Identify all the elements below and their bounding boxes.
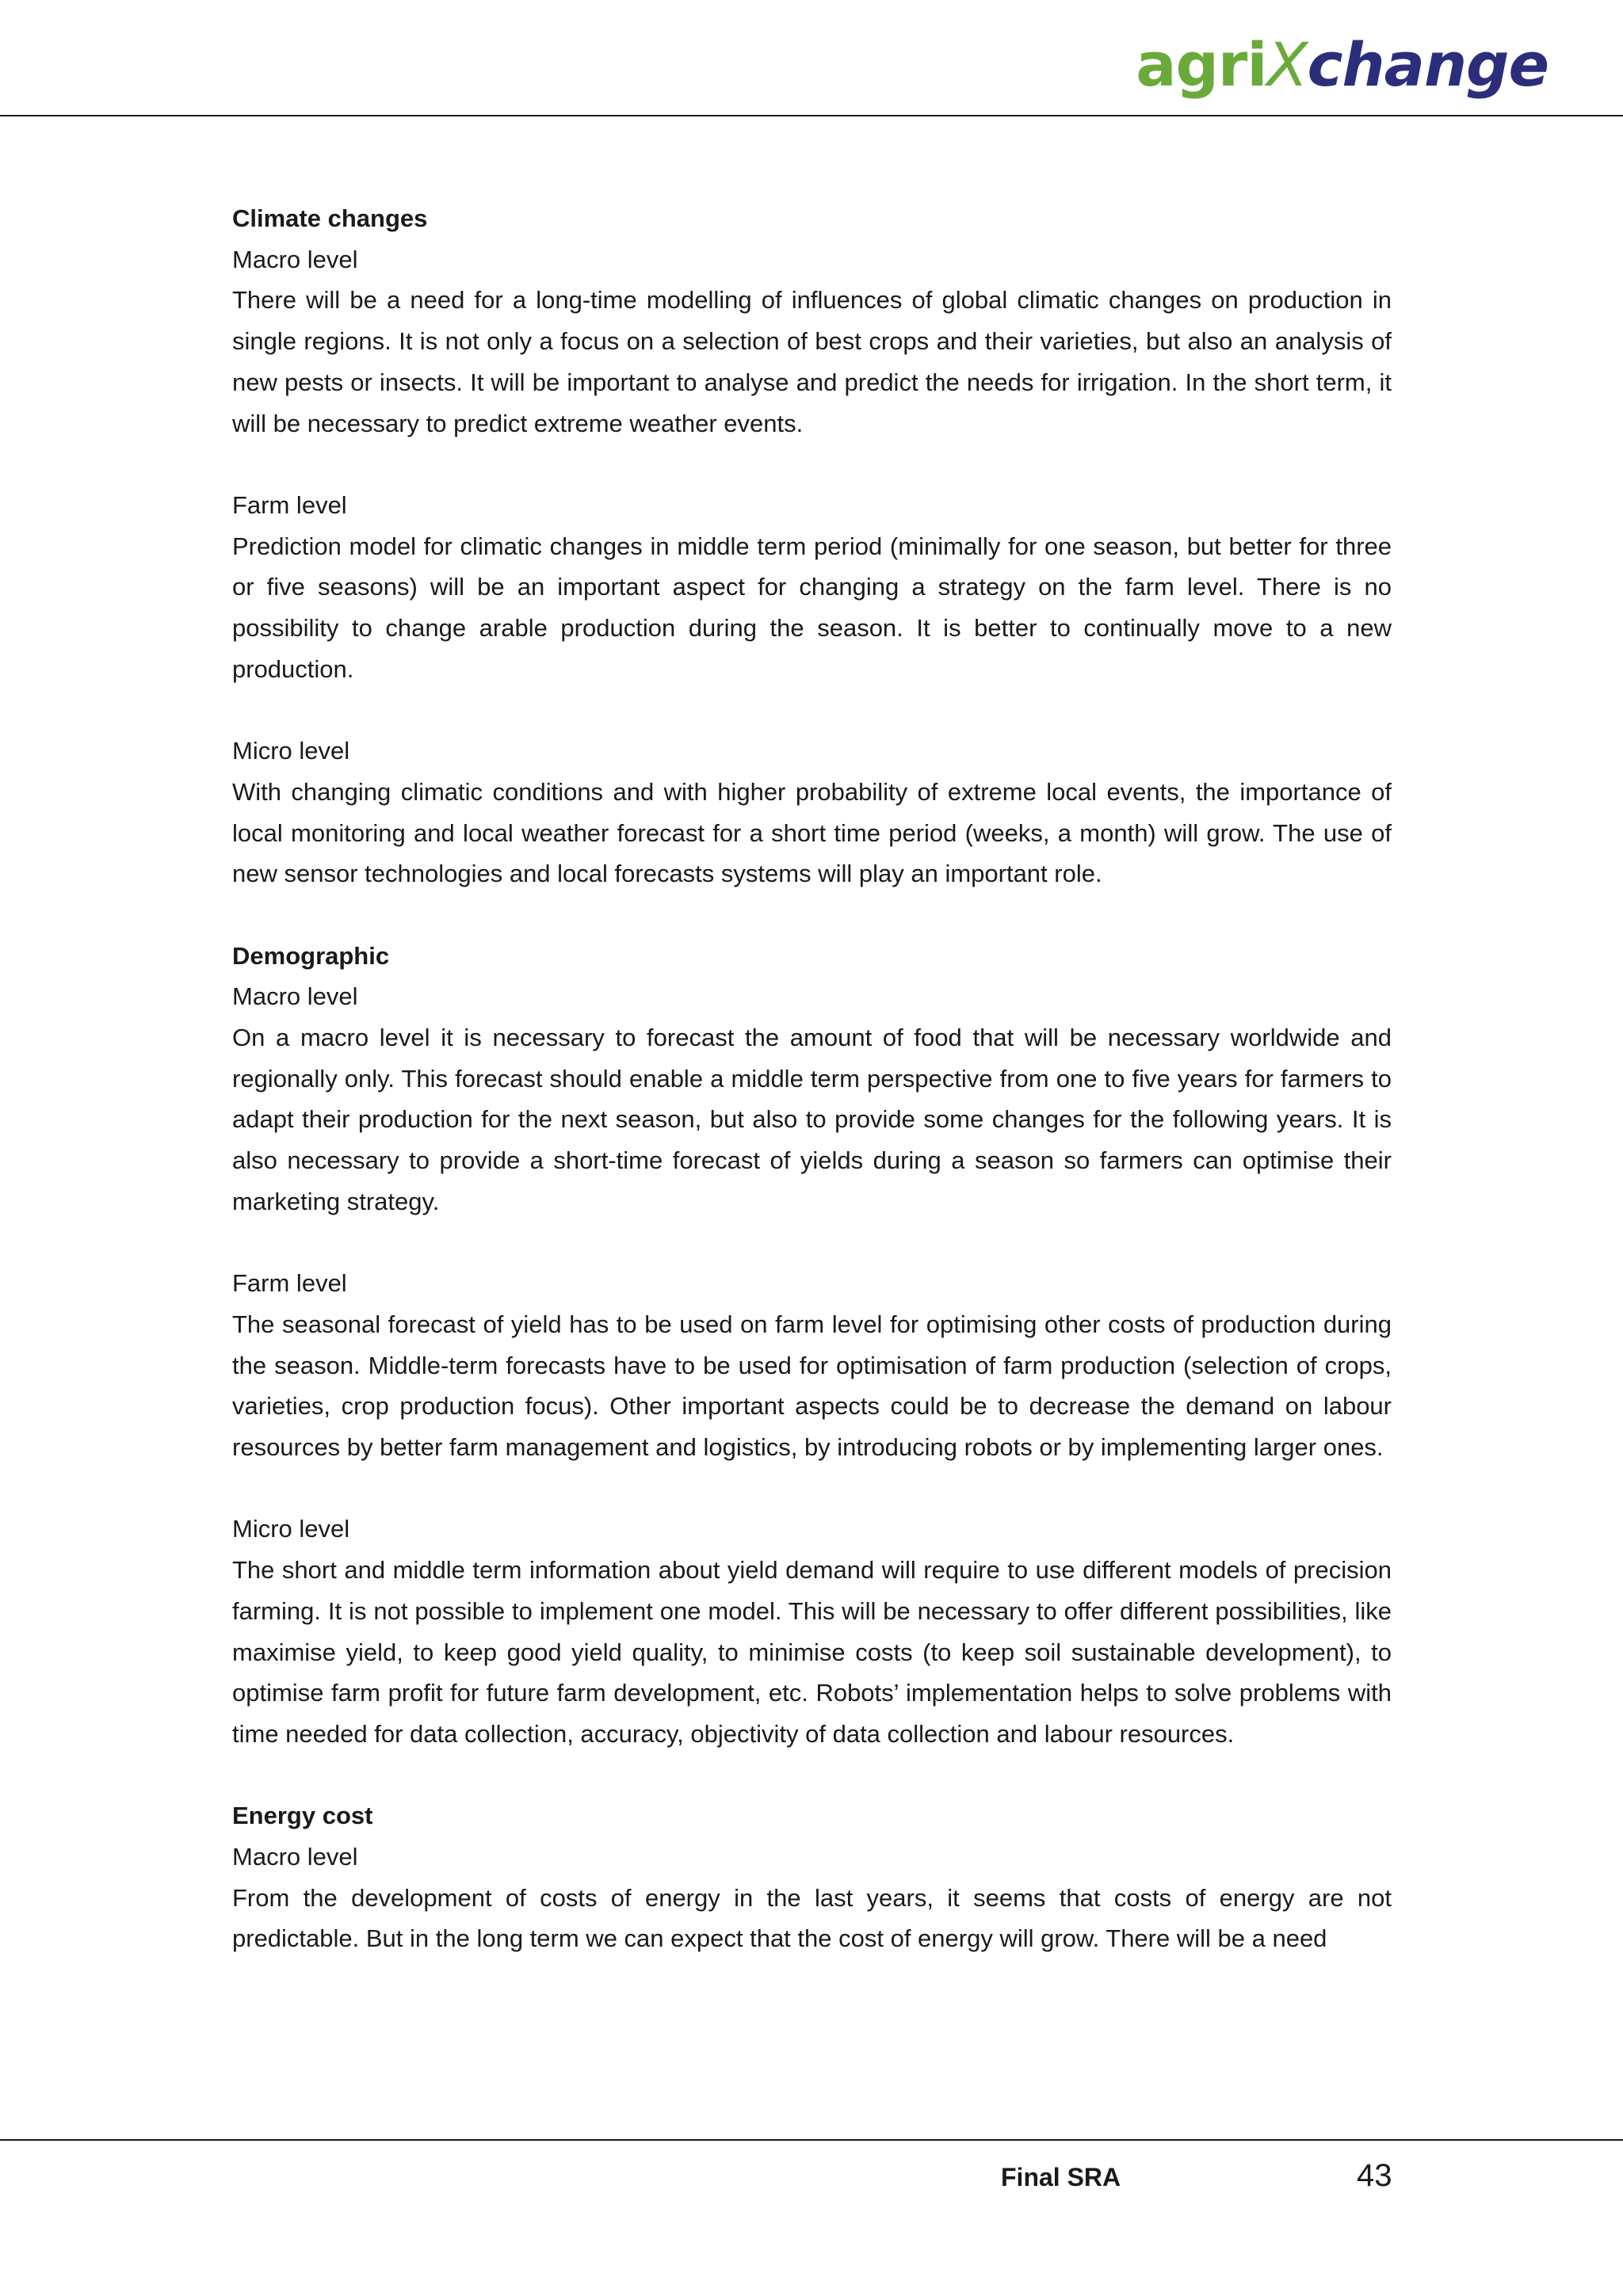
agrixchange-logo [1136,29,1549,100]
level-label: Macro level [232,982,358,1011]
paragraph-spacer [232,1755,1392,1796]
paragraph-spacer [232,444,1392,485]
paragraph: The short and middle term information about yield demand will require to use different models of precision farming. It is not possible to implement one model. This will be necessary to offer different possibilities, like maximise yield, to keep good yield quality, to minimise costs (to keep soil sustainable development), to optimise farm profit for future farm development, etc. Robots’ implementation helps to solve problems with time needed for data collection, accuracy, objectivity of data collection and labour resources. [232,1556,1392,1748]
paragraph: Prediction model for climatic changes in middle term period (minimally for one season, but better for three or five seasons) will be an important aspect for changing a strategy on the farm level. There is no possibility to change arable production during the season. It is better to continually move to a new production. [232,532,1392,683]
section-heading-climate-changes: Climate changes [232,204,428,232]
footer-divider [0,2139,1623,2141]
paragraph: From the development of costs of energy in the last years, it seems that costs of energy are not predictable. But in the long term we can expect that the cost of energy will grow. There will be a need [232,1883,1392,1953]
paragraph-spacer [232,894,1392,936]
page-number: 43 [1357,2158,1392,2193]
paragraph-spacer [232,1468,1392,1509]
level-label: Farm level [232,1269,347,1298]
level-label: Micro level [232,1515,350,1543]
level-label: Micro level [232,737,350,765]
level-label: Macro level [232,245,358,273]
header-divider [0,115,1623,116]
paragraph: The seasonal forecast of yield has to be used on farm level for optimising other costs of production during the season. Middle-term forecasts have to be used for optimisation of farm production (selection of crops, varieties, crop production focus). Other important aspects could be to decrease the demand on labour resources by better farm management and logistics, by introducing robots or by implementing larger ones. [232,1310,1392,1462]
level-label: Macro level [232,1843,358,1871]
logo-change-text: change [1307,29,1549,100]
document-body [232,198,1392,1959]
paragraph-spacer [232,1222,1392,1264]
paragraph: On a macro level it is necessary to forecast the amount of food that will be necessary worldwide and regionally only. This forecast should enable a middle term perspective from one to five years for farmers to adapt their production for the next season, but also to provide some changes for the following years. It is also necessary to provide a short-time forecast of yields during a season so farmers can optimise their marketing strategy. [232,1024,1392,1215]
section-heading-energy-cost: Energy cost [232,1802,373,1830]
section-heading-demographic: Demographic [232,941,390,970]
paragraph-spacer [232,689,1392,730]
logo-x-text: X [1266,29,1308,100]
footer-document-title: Final SRA [1001,2163,1121,2191]
paragraph: With changing climatic conditions and with higher probability of extreme local events, the importance of local monitoring and local weather forecast for a short time period (weeks, a month) will grow. The use of new sensor technologies and local forecasts systems will play an important role. [232,777,1392,888]
level-label: Farm level [232,490,347,519]
paragraph: There will be a need for a long-time modelling of influences of global climatic changes on production in single regions. It is not only a focus on a selection of best crops and their varieties, but also an analysis of new pests or insects. It will be important to analyse and predict the needs for irrigation. In the short term, it will be necessary to predict extreme weather events. [232,286,1392,437]
logo-agri-text: agri [1136,29,1267,100]
